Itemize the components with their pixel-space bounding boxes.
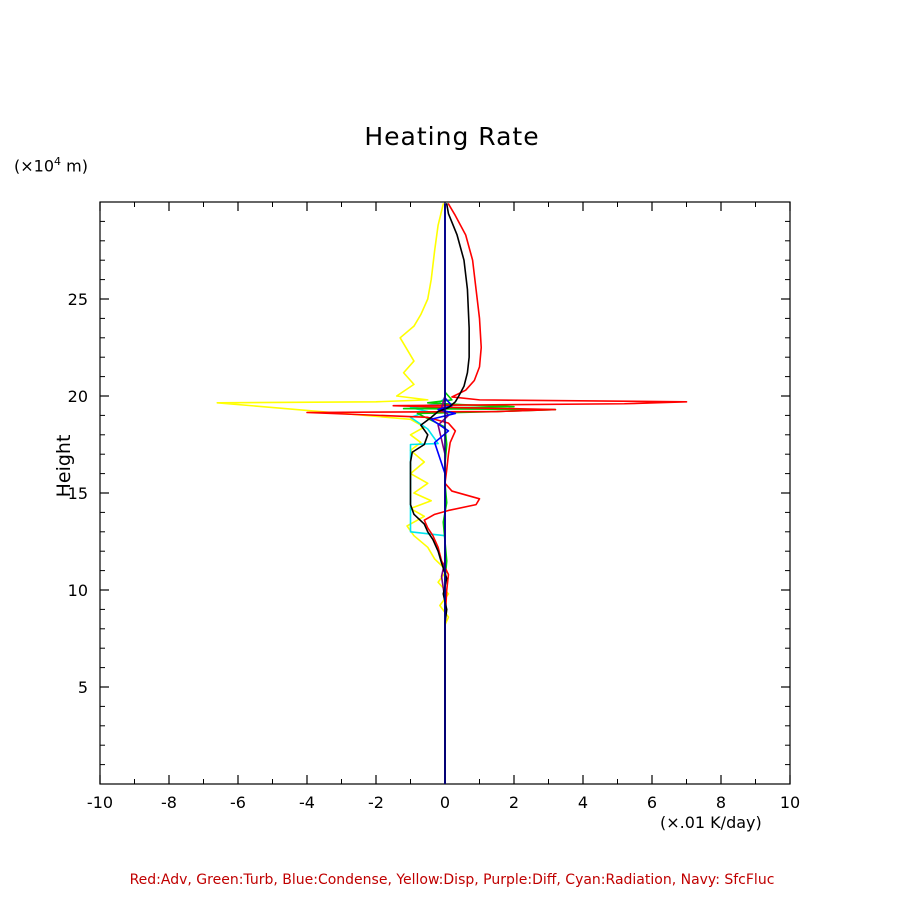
x-tick-label: 10 bbox=[779, 793, 801, 812]
x-tick-label: -4 bbox=[299, 793, 315, 812]
x-axis-unit-label: (×.01 K/day) bbox=[660, 813, 762, 832]
y-axis-label: Height bbox=[53, 434, 75, 498]
x-tick-label: 4 bbox=[577, 793, 589, 812]
series-line-condense bbox=[431, 204, 455, 784]
x-tick-label: 6 bbox=[646, 793, 658, 812]
y-tick-label: 20 bbox=[67, 387, 88, 406]
series-line-turb bbox=[404, 204, 556, 784]
chart-title: Heating Rate bbox=[364, 122, 540, 151]
y-tick-label: 10 bbox=[67, 581, 88, 600]
x-tick-label: -8 bbox=[161, 793, 177, 812]
y-tick-label: 25 bbox=[67, 290, 88, 309]
legend-caption: Red:Adv, Green:Turb, Blue:Condense, Yellow:Disp, Purple:Diff, Cyan:Radiation, Navy: SfcFluc bbox=[129, 872, 775, 888]
x-tick-label: -10 bbox=[86, 793, 114, 812]
x-tick-label: 0 bbox=[439, 793, 451, 812]
x-tick-label: 8 bbox=[715, 793, 727, 812]
x-tick-label: -2 bbox=[368, 793, 384, 812]
x-tick-label: 2 bbox=[508, 793, 520, 812]
series-line-adv bbox=[307, 204, 687, 784]
y-tick-label: 5 bbox=[77, 678, 88, 697]
x-tick-label: -6 bbox=[230, 793, 246, 812]
y-axis-unit-label: ($\times 10^4$ m) bbox=[14, 155, 88, 176]
series-line-diff bbox=[438, 204, 448, 784]
y-tick-label: 15 bbox=[67, 484, 88, 503]
series-line-disp bbox=[217, 204, 448, 784]
